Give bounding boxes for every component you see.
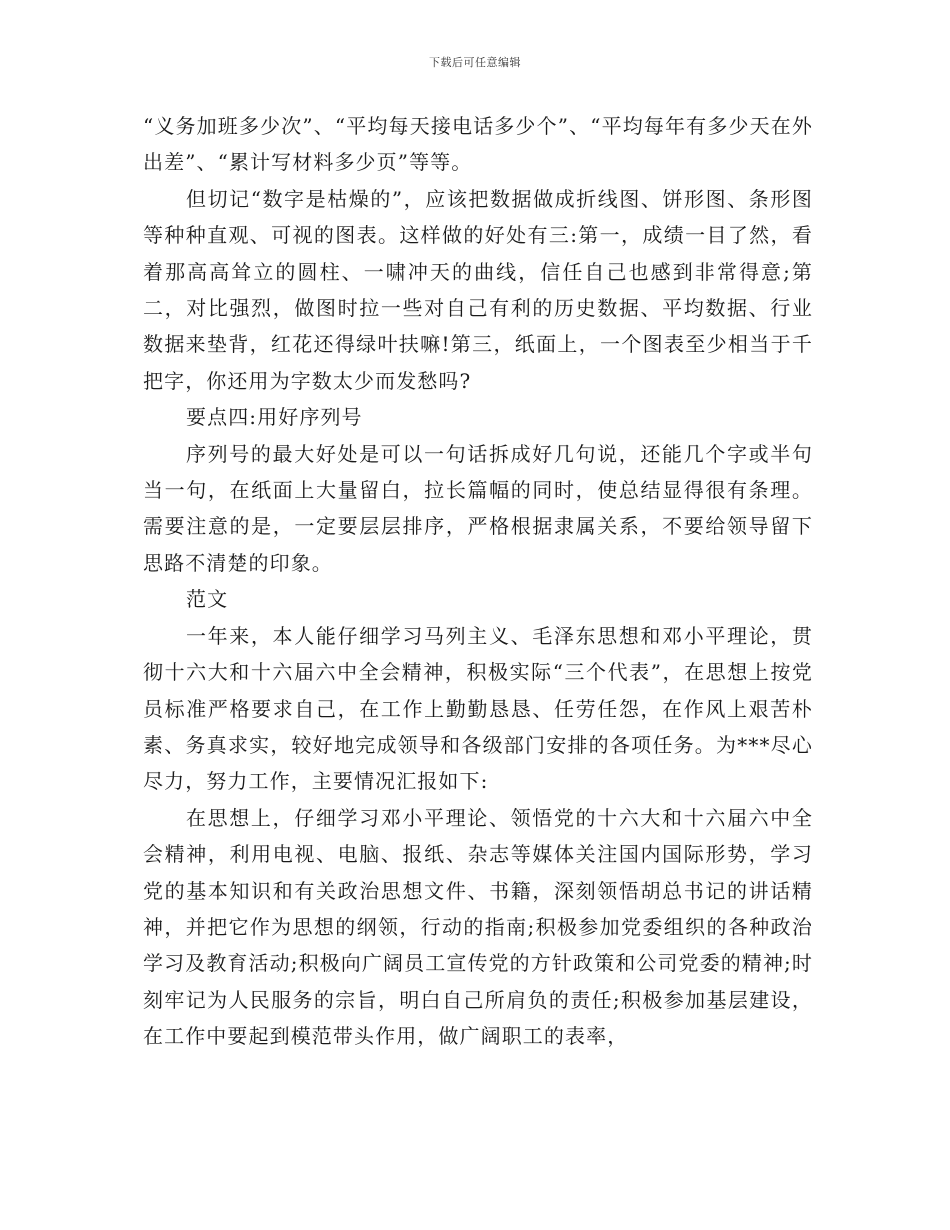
paragraph-sample-intro: 一年来，本人能仔细学习马列主义、毛泽东思想和邓小平理论，贯彻十六大和十六届六中全会精神，积极实际“三个代表”，在思想上按党员标准严格要求自己，在工作上勤勤恳恳、任劳任怨，在作风上艰苦朴素、务真求实，较好地完成领导和各级部门安排的各项任务。为***尽心尽力，努力工作，主要情况汇报如下: bbox=[143, 623, 813, 794]
paragraph-charts-advice: 但切记“数字是枯燥的”，应该把数据做成折线图、饼形图、条形图等种种直观、可视的图表。这样做的好处有三:第一，成绩一目了然，看着那高高耸立的圆柱、一啸冲天的曲线，信任自己也感到非常得意;第二，对比强烈，做图时拉一些对自己有利的历史数据、平均数据、行业数据来垫背，红花还得绿叶扶嘛!第三，纸面上，一个图表至少相当于千把字，你还用为字数太少而发愁吗? bbox=[143, 186, 813, 393]
section-heading-point-four: 要点四:用好序列号 bbox=[186, 405, 363, 430]
page-header: 下载后可任意编辑 bbox=[429, 56, 521, 69]
section-heading-sample: 范文 bbox=[186, 587, 229, 612]
document-body bbox=[143, 108, 813, 1055]
paragraph-sequence-numbers: 序列号的最大好处是可以一句话拆成好几句说，还能几个字或半句当一句，在纸面上大量留白，拉长篇幅的同时，使总结显得很有条理。需要注意的是，一定要层层排序，严格根据隶属关系，不要给领导留下思路不清楚的印象。 bbox=[143, 441, 813, 575]
paragraph-data-examples: “义务加班多少次”、“平均每天接电话多少个”、“平均每年有多少天在外出差”、“累计写材料多少页”等等。 bbox=[143, 114, 813, 175]
paragraph-sample-ideology: 在思想上，仔细学习邓小平理论、领悟党的十六大和十六届六中全会精神，利用电视、电脑、报纸、杂志等媒体关注国内国际形势，学习党的基本知识和有关政治思想文件、书籍，深刻领悟胡总书记的讲话精神，并把它作为思想的纲领，行动的指南;积极参加党委组织的各种政治学习及教育活动;积极向广阔员工宣传党的方针政策和公司党委的精神;时刻牢记为人民服务的宗旨，明白自己所肩负的责任;积极参加基层建设，在工作中要起到模范带头作用，做广阔职工的表率， bbox=[143, 805, 813, 1049]
